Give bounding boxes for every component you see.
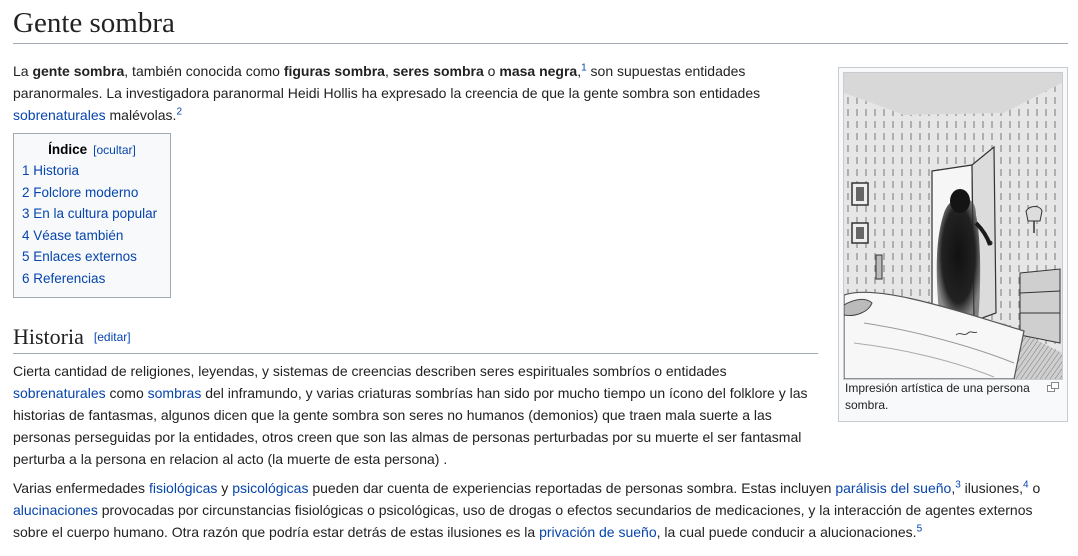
toc-item[interactable]: 5 Enlaces externos xyxy=(22,249,137,264)
toc-header xyxy=(22,142,170,157)
link-psicologicas[interactable]: psicológicas xyxy=(232,480,309,496)
edit-section-link[interactable]: [editar] xyxy=(93,330,131,344)
toc-item[interactable]: 1 Historia xyxy=(22,163,80,178)
reference-link[interactable]: 3 xyxy=(955,479,961,491)
bold-term: masa negra xyxy=(499,63,578,79)
link-sombras[interactable]: sombras xyxy=(147,385,202,401)
link-alucinaciones[interactable]: alucinaciones xyxy=(13,502,98,518)
toc-item[interactable]: 4 Véase también xyxy=(22,227,124,243)
link-fisiologicas[interactable]: fisiológicas xyxy=(148,480,218,496)
toc-hide-link[interactable]: [ocultar] xyxy=(93,143,136,157)
section-heading-historia: Historia [editar] xyxy=(13,324,818,354)
intro-paragraph: La gente sombra, también conocida como figuras sombra, seres sombra o masa negra,$^1$ son supuestas entidades paranormales. La investigadora paranormal Heidi Hollis ha expresado la creencia de que la gente sombra son entidades sobrenaturales malévolas.$^2$ xyxy=(13,62,761,123)
article xyxy=(13,0,1068,540)
bold-term: gente sombra xyxy=(32,63,125,79)
reference-link[interactable]: 1 xyxy=(581,62,587,74)
bold-term: figuras sombra xyxy=(283,63,385,79)
link-sobrenaturales[interactable]: sobrenaturales xyxy=(13,107,106,123)
link-paralisis-del-sueno[interactable]: parálisis del sueño xyxy=(835,480,952,496)
historia-paragraph-1: Cierta cantidad de religiones, leyendas, y sistemas de creencias describen seres espirituales sombríos o entidades sobrenaturales como sombras del inframundo, y varias criaturas sombrías han sido por mucho tiempo un ícono del folklore y las historias de fantasmas, algunos dicen que la gente sombra son seres no humanos (demonios) que traen mala suerte a las personas perseguidas por la entidades, otros creen que son las almas de personas perturbadas por su muerte el ser fantasmal perturba a la persona en relacion al acto (la muerte de esta persona) . xyxy=(13,363,808,467)
shadow-person-illustration[interactable] xyxy=(843,72,1063,380)
toc-title: Índice xyxy=(48,142,88,157)
toc-item[interactable]: 3 En la cultura popular xyxy=(22,206,158,221)
historia-paragraph-2: Varias enfermedades fisiológicas y psicológicas pueden dar cuenta de experiencias reportadas de personas sombra. Estas incluyen parálisis del sueño,$^3$ ilusiones,$^4$ o alucinaciones provocadas por circunstancias fisiológicas o psicológicas, uso de drogas o efectos secundarios de medicaciones, y la interacción de agentes externos sobre el cuerpo humano. Otra razón que podría estar detrás de estas ilusiones es la privación de sueño, la cual puede conducir a alucionaciones.$^5$ xyxy=(13,479,1041,540)
toc-item[interactable]: 2 Folclore moderno xyxy=(22,184,139,200)
reference-link[interactable]: 2 xyxy=(176,106,182,118)
bold-term: seres sombra xyxy=(392,63,484,79)
thumbnail-figure xyxy=(838,67,1068,422)
enlarge-icon[interactable] xyxy=(1047,382,1059,392)
reference-link[interactable]: 4 xyxy=(1023,479,1029,491)
toc-item[interactable]: 6 Referencias xyxy=(22,270,106,286)
reference-link[interactable]: 5 xyxy=(916,523,923,535)
toc-list xyxy=(22,160,170,289)
link-sobrenaturales[interactable]: sobrenaturales xyxy=(13,385,106,401)
thumbnail-caption: Impresión artística de una persona sombra. xyxy=(845,381,1030,412)
page-title: Gente sombra xyxy=(13,0,1068,44)
link-privacion-de-sueno[interactable]: privación de sueño xyxy=(539,524,657,540)
table-of-contents xyxy=(13,133,171,298)
